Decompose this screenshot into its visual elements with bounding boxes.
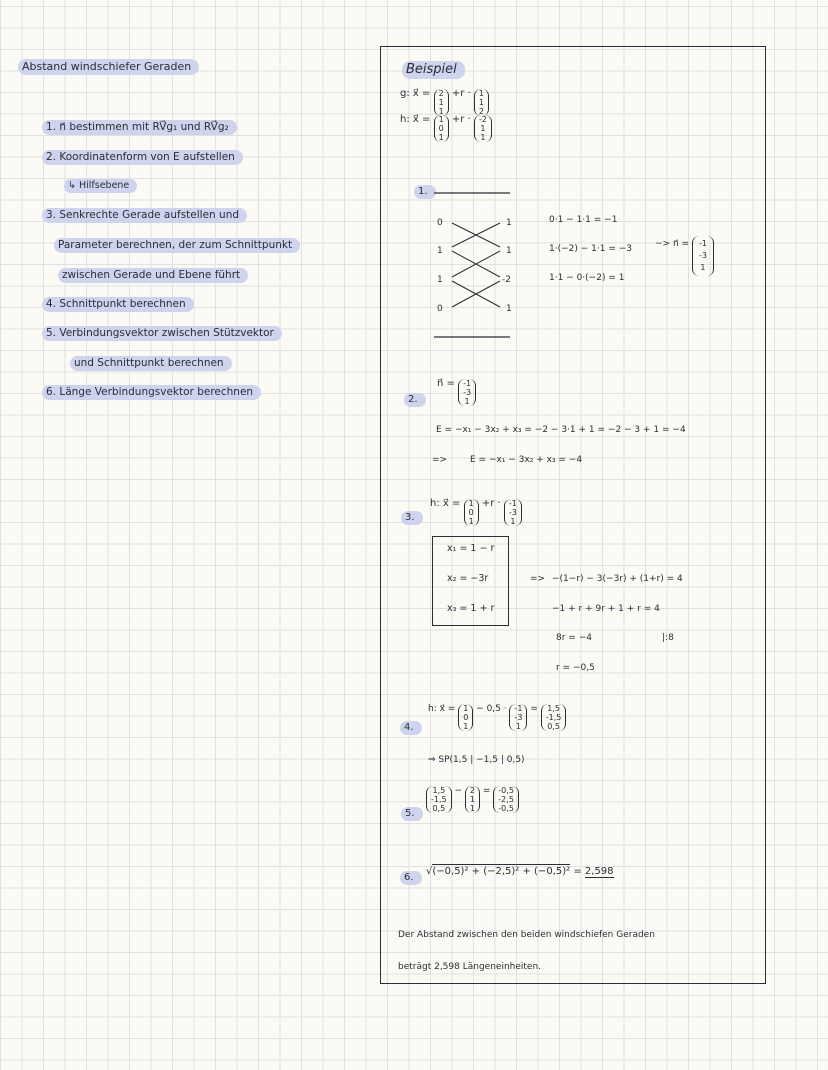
cross-col1-entry: 0 <box>437 218 443 228</box>
line-g: g: x⃗ = 2 1 1 +r · 1 1 2 <box>400 88 489 116</box>
line-h: h: x⃗ = 1 0 1 +r · -2 1 1 <box>400 114 492 142</box>
step-list-item: zwischen Gerade und Ebene führt <box>58 269 248 281</box>
distance-result: 2,598 <box>584 866 614 877</box>
param-x3: x₃ = 1 + r <box>447 603 495 614</box>
cross-product-diagram <box>430 185 520 345</box>
step-list-item: 2. Koordinatenform von E aufstellen <box>42 151 243 163</box>
cross-col2-entry: 1 <box>506 218 512 228</box>
intersection-point: ⇒ SP(1,5 | −1,5 | 0,5) <box>428 755 525 765</box>
step3-number: 3. <box>401 512 423 523</box>
example-heading: Beispiel <box>402 62 465 77</box>
conclusion-line: Der Abstand zwischen den beiden windschiefen Geraden <box>398 930 655 940</box>
step-list-item: 3. Senkrechte Gerade aufstellen und <box>42 209 247 221</box>
plane-arrow: => <box>432 455 448 465</box>
step1-number: 1. <box>414 186 436 197</box>
cross-calc: 0·1 − 1·1 = −1 <box>549 215 618 225</box>
perpendicular-line: h: x⃗ = 1 0 1 +r · -1 -3 1 <box>430 498 522 526</box>
plane-equation-final: E = −x₁ − 3x₂ + x₃ = −4 <box>470 455 583 465</box>
step-list-item: 1. n⃗ bestimmen mit RV⃗g₁ und RV⃗g₂ <box>42 121 237 133</box>
connection-vector: 1,5 -1,5 0,5 − 2 1 1 = -0,5 -2,5 -0,5 <box>426 786 519 813</box>
step6-number: 6. <box>400 872 422 883</box>
step-list-item: 5. Verbindungsvektor zwischen Stützvektor <box>42 327 282 339</box>
step4-number: 4. <box>400 722 422 733</box>
substitute-line: 8r = −4 <box>556 633 592 643</box>
step1-normal: ~> n⃗ = -1 -3 1 <box>655 236 714 276</box>
step2-number: 2. <box>404 394 426 405</box>
divide-note: |:8 <box>662 633 674 643</box>
cross-col2-entry: 1 <box>506 246 512 256</box>
step2-normal: n⃗ = -1 -3 1 <box>437 378 476 406</box>
substitute-line: r = −0,5 <box>556 663 595 673</box>
step-list-item: 4. Schnittpunkt berechnen <box>42 298 194 310</box>
cross-calc: 1·(−2) − 1·1 = −3 <box>549 244 632 254</box>
plane-equation: E = −x₁ − 3x₂ + x₃ = −2 − 3·1 + 1 = −2 − 3 + 1 = −4 <box>436 425 686 435</box>
length-calc: √(−0,5)² + (−2,5)² + (−0,5)² = 2,598 <box>426 866 614 877</box>
step-list-item: ↳ Hilfsebene <box>64 180 137 191</box>
cross-calc: 1·1 − 0·(−2) = 1 <box>549 273 625 283</box>
page-title: Abstand windschiefer Geraden <box>18 60 199 73</box>
substitute-arrow: => <box>530 574 546 584</box>
cross-col1-entry: 1 <box>437 275 443 285</box>
step-list-item: und Schnittpunkt berechnen <box>70 357 232 369</box>
cross-col2-entry: -2 <box>502 275 511 285</box>
substitute-line: −1 + r + 9r + 1 + r = 4 <box>552 604 660 614</box>
step-list-item: Parameter berechnen, der zum Schnittpunkt <box>54 239 300 251</box>
cross-col1-entry: 0 <box>437 304 443 314</box>
intersection-calc: h: x⃗ = 1 0 1 − 0,5 · -1 -3 1 = 1,5 -1,5 0,5 <box>428 704 566 731</box>
substitute-line: −(1−r) − 3(−3r) + (1+r) = 4 <box>552 574 683 584</box>
step5-number: 5. <box>401 808 423 819</box>
parameter-box <box>432 536 509 626</box>
cross-col1-entry: 1 <box>437 246 443 256</box>
param-x2: x₂ = −3r <box>447 573 489 584</box>
cross-col2-entry: 1 <box>506 304 512 314</box>
step-list-item: 6. Länge Verbindungsvektor berechnen <box>42 386 261 398</box>
param-x1: x₁ = 1 − r <box>447 543 495 554</box>
conclusion-line: beträgt 2,598 Längeneinheiten. <box>398 962 542 972</box>
sqrt-icon: √ <box>426 866 433 877</box>
